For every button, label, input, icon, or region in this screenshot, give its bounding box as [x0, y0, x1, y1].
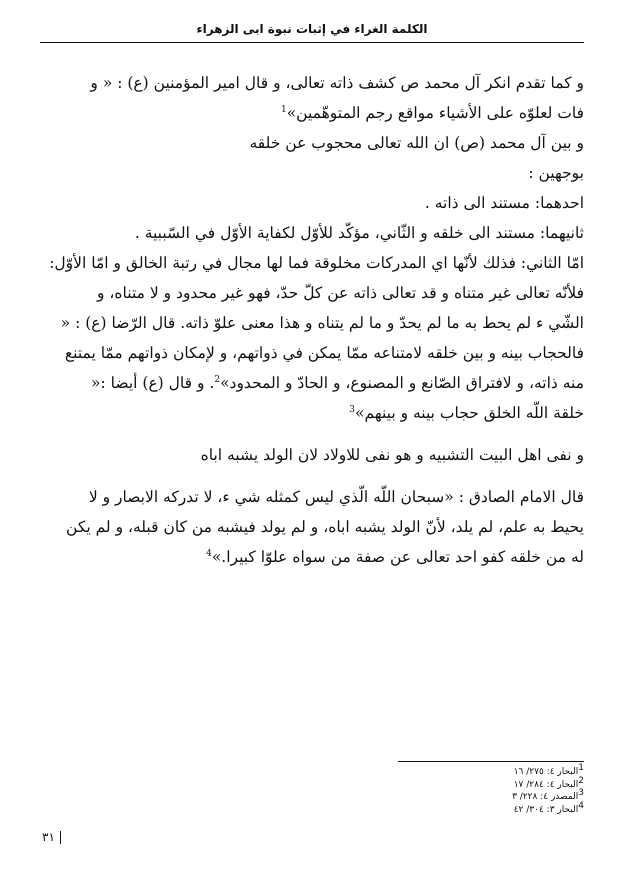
text-line-11: منه ذاته، و لافتراق الصّانع و المصنوع، و الحادّ و المحدود»$^2$. و قال (ع) أيضا :«	[91, 374, 584, 392]
footnote-mark-2: 2	[214, 374, 221, 385]
text-line-16: له من خلقه كفو احد تعالى عن صفة من سواه علوّا كبيرا.»$^4$	[206, 548, 584, 566]
text-line-13: و نفى اهل البيت التشبيه و هو نفى للاولاد لان الولد يشبه اباه	[200, 446, 584, 464]
footnote-3: $^3$المصدر ٤: ٢٢٨/ ٣	[512, 788, 584, 802]
page-number: ٣١	[42, 830, 61, 844]
footnote-mark-3: 3	[349, 404, 356, 415]
page-number-bar	[60, 831, 61, 844]
text-line-10: فالحجاب بينه و بين خلقه لامتناعه ممّا يمكن في ذواتهم، و لإمكان ذواتهم ممّا يمتنع	[64, 344, 584, 362]
paragraph-gap	[40, 428, 584, 440]
footnote-mark-1: 1	[280, 104, 287, 115]
text-line-15: يحيط به علم، لم يلد، لأنّ الولد يشبه اباه، و لم يولد فيشبه من كان قبله، و لم يكن	[66, 518, 584, 536]
text-line-7: امّا الثاني: فذلك لأنّها اي المدركات مخلوقة فما لها مجال في رتبة الخالق و امّا الأوّل:	[49, 254, 584, 272]
running-title: الكلمة الغراء في إثبات نبوة ابى الزهراء	[196, 22, 428, 36]
footnote-1: $^1$البحار ٤: ٢٧٥/ ١٦	[513, 763, 584, 777]
text-line-14: قال الامام الصادق : «سبحان اللّه الّذي ليس كمثله شي ء، لا تدركه الابصار و لا	[88, 488, 584, 506]
footnote-rule	[398, 761, 584, 762]
paragraph-gap	[40, 470, 584, 482]
body-text	[40, 68, 584, 572]
text-line-8: فلأنّه تعالى غير متناه و قد تعالى ذاته عن كلّ حدّ، فهو غير محدود و لا متناه، و	[97, 284, 584, 302]
text-line-9: الشّي ء لم يحط به ما لم يحدّ و ما لم يتناه و هذا معنى علوّ ذاته. قال الرّضا (ع) : «	[60, 314, 584, 332]
text-line-1: و كما تقدم انكر آل محمد ص كشف ذاته تعالى، و قال امير المؤمنين (ع) : « و	[90, 74, 584, 92]
text-line-6: ثانيهما: مستند الى خلقه و الثّاني، مؤكّد للأوّل لكفاية الأوّل في السّببية .	[134, 224, 584, 242]
footnotes	[398, 763, 584, 816]
text-line-4: بوجهين :	[528, 164, 584, 182]
footnote-4: $^4$البحار ٣: ٣٠٤/ ٤٢	[513, 800, 584, 815]
text-line-5: احدهما: مستند الى ذاته .	[424, 194, 584, 212]
text-line-12: خلقة اللّه الخلق حجاب بينه و بينهم»$^3$	[349, 404, 584, 422]
footnote-mark-4: 4	[206, 548, 212, 559]
footnote-2: $^2$البحار ٤: ٢٨٤/ ١٧	[513, 775, 584, 790]
text-line-3: و بين آل محمد (ص) ان الله تعالى محجوب عن خلقه	[249, 134, 584, 152]
header-rule	[40, 42, 584, 43]
text-line-2: فات لعلوّه على الأشياء مواقع رجم المتوهّمين»$^1$	[280, 104, 584, 122]
